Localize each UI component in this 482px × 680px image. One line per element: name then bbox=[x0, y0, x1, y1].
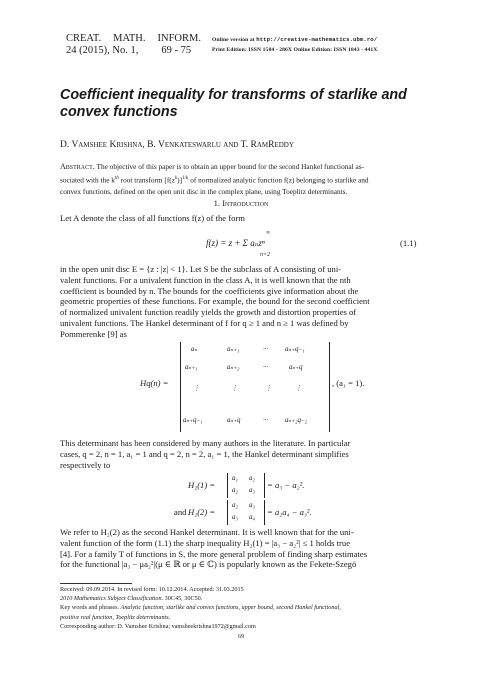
received-dates: Received: 09.09.2014. In revised form: 10.12.2014. Accepted: 31.03.2015 bbox=[60, 586, 244, 593]
footnotes bbox=[60, 585, 422, 631]
h22-matrix bbox=[227, 500, 265, 525]
hq-lhs: Hq(n) = bbox=[140, 378, 169, 388]
journal-abbrev-3: INFORM. bbox=[157, 33, 201, 44]
paper-title: Coefficient inequality for transforms of starlike and convex functions bbox=[60, 87, 407, 120]
page-number: 69 bbox=[238, 634, 244, 640]
body-paragraph-2 bbox=[60, 264, 422, 340]
h22-rhs: = a₂a₄ − a₃². bbox=[267, 507, 312, 517]
hq-cell: aₙ₊q₋₁ bbox=[183, 416, 203, 424]
keywords-line-2: positive real function, Toeplitz determinants. bbox=[60, 613, 171, 621]
h21-cell: a₂ bbox=[232, 486, 238, 494]
abstract-line-3: convex functions, defined on the open unit disc in the complex plane, using Toeplitz determinants. bbox=[60, 187, 348, 197]
h2-2-determinant bbox=[0, 500, 482, 526]
hq-cell: ··· bbox=[263, 416, 269, 424]
abstract-label: Abstract. bbox=[60, 162, 95, 171]
sum-lower-limit: n=2 bbox=[260, 252, 271, 258]
hq-cell: aₙ₊₂ bbox=[227, 363, 240, 371]
hq-cell: ··· bbox=[263, 363, 269, 371]
h21-rhs: = a₃ − a₂². bbox=[267, 480, 305, 490]
journal-volume-row bbox=[66, 45, 201, 57]
equation-number: (1.1) bbox=[400, 238, 417, 248]
journal-header bbox=[66, 33, 201, 57]
body-paragraph-1: Let A denote the class of all functions f(z) of the form bbox=[60, 213, 245, 223]
h21-cell: a₁ bbox=[232, 474, 238, 482]
h22-cell: a₂ bbox=[232, 501, 238, 509]
journal-abbrev-2: MATH. bbox=[113, 33, 146, 44]
abstract-sup-th: th bbox=[114, 176, 119, 181]
hq-matrix bbox=[180, 342, 330, 432]
p2-line-7: Pommerenke [9] as bbox=[60, 328, 127, 339]
hq-cell: aₙ₊₁ bbox=[227, 345, 240, 353]
hq-cell: aₙ₊q₋₁ bbox=[285, 345, 305, 353]
h22-and: and bbox=[174, 507, 187, 517]
hq-cell: aₙ₊₁ bbox=[185, 363, 198, 371]
h22-cell: a₃ bbox=[232, 513, 238, 521]
p3-line-2: cases, q = 2, n = 1, a₁ = 1 and q = 2, n = 2, a₁ = 1, the Hankel determinant simplifies bbox=[60, 448, 349, 459]
p3-line-3: respectively to bbox=[60, 459, 111, 470]
online-version bbox=[212, 35, 377, 45]
abstract-line-2 bbox=[60, 173, 422, 186]
equation-1-1 bbox=[0, 230, 482, 262]
p2-line-6: univalent functions. The Hankel determinant of f for q ≥ 1 and n ≥ 1 was defined by bbox=[60, 317, 349, 328]
hq-cell: ⋮ bbox=[295, 384, 302, 392]
journal-abbrev-1: CREAT. bbox=[66, 33, 102, 44]
h22-cell: a₄ bbox=[249, 513, 255, 521]
h2-1-determinant bbox=[0, 473, 482, 499]
abstract-text-2e: )] bbox=[177, 175, 183, 185]
equation-body: f(z) = z + Σ aₙzⁿ bbox=[206, 238, 265, 248]
hq-cell: aₙ₊q bbox=[227, 416, 241, 424]
hq-cell: ⋮ bbox=[193, 384, 200, 392]
sum-upper-limit: ∞ bbox=[266, 230, 271, 236]
footnote-rule bbox=[60, 583, 132, 584]
journal-edition-info bbox=[212, 35, 377, 55]
body-paragraph-3 bbox=[60, 438, 422, 470]
h21-cell: a₂ bbox=[249, 474, 255, 482]
hq-cell: aₙ₊q bbox=[289, 363, 303, 371]
journal-name-row bbox=[66, 33, 201, 45]
abstract-text-1: The objective of this paper is to obtain an upper bound for the second Hankel functional as- bbox=[96, 162, 364, 171]
p2-line-5: of normalized univalent function readily yields the growth and distortion properties of bbox=[60, 307, 357, 318]
msc-label: 2010 Mathematics Subject Classification. bbox=[60, 595, 164, 603]
hq-rhs: , (a₁ = 1). bbox=[332, 378, 365, 388]
h22-lhs: H₂(2) = bbox=[188, 507, 216, 517]
abstract bbox=[60, 161, 422, 198]
online-prefix: Online version at bbox=[212, 37, 257, 43]
p4-line-1: We refer to H₂(2) as the second Hankel determinant. It is well known that for the uni- bbox=[60, 527, 354, 537]
abstract-line-1 bbox=[60, 161, 422, 173]
p3-line-1: This determinant has been considered by many authors in the literature. In particular bbox=[60, 438, 351, 448]
h21-lhs: H₂(1) = bbox=[188, 480, 216, 490]
msc-classification bbox=[60, 594, 422, 603]
online-url[interactable]: http://creative-mathematics.ubm.ro/ bbox=[256, 36, 378, 43]
p2-line-2: valent functions. For a univalent function in the class A, it is well known that the nth bbox=[60, 274, 351, 285]
abstract-sup-k: k bbox=[174, 176, 178, 181]
journal-volume: 24 (2015), No. 1, bbox=[66, 45, 139, 56]
abstract-text-2c: root transform [f(z bbox=[118, 175, 175, 185]
paper-authors: D. Vamshee Krishna, B. Venkateswarlu and T. RamReddy bbox=[60, 140, 294, 150]
h22-cell: a₃ bbox=[249, 501, 255, 509]
journal-pages: 69 - 75 bbox=[161, 45, 192, 56]
msc-codes: 30C45, 30C50. bbox=[163, 595, 203, 603]
keywords bbox=[60, 603, 422, 612]
abstract-text-2f: of normalized analytic function f(z) belonging to starlike and bbox=[188, 175, 369, 185]
abstract-frac: 1/k bbox=[182, 176, 189, 181]
section-heading: 1. Introduction bbox=[213, 198, 269, 208]
h21-matrix bbox=[227, 473, 265, 498]
hq-cell: ⋮ bbox=[231, 384, 238, 392]
p4-line-3: [4]. For a family T of functions in S, the more general problem of finding sharp estimates bbox=[60, 548, 368, 559]
body-paragraph-4 bbox=[60, 527, 422, 570]
hq-cell: aₙ bbox=[191, 345, 198, 353]
p2-line-3: coefficient is bounded by n. The bounds for the coefficients give information about the bbox=[60, 285, 359, 296]
hq-cell: ⋮ bbox=[265, 384, 272, 392]
p2-line-4: geometric properties of these functions. For example, the bound for the second coefficient bbox=[60, 296, 370, 307]
keywords-label: Key words and phrases. bbox=[60, 604, 120, 612]
p4-line-2: valent function of the form (1.1) the sharp inequality H₂(1) = |a₃ − a₂²| ≤ 1 holds true bbox=[60, 537, 351, 548]
hankel-determinant bbox=[0, 342, 482, 434]
p4-line-4: for the functional |a₃ − μa₂²|(μ ∈ ℝ or μ ∈ ℂ) is popularly known as the Fekete-Szegö bbox=[60, 559, 357, 570]
hq-cell: aₙ₊₂q₋₂ bbox=[285, 416, 308, 424]
p2-line-1: in the open unit disc E = {z : |z| < 1}. Let S be the subclass of A consisting of uni- bbox=[60, 264, 342, 274]
keywords-line-1: Analytic function, starlike and convex functions, upper bound, second Hankel functional, bbox=[119, 604, 341, 612]
h21-cell: a₃ bbox=[249, 486, 255, 494]
corresponding-author: Corresponding author: D. Vamshee Krishna; vamsheekrishna1972@gmail.com bbox=[60, 622, 256, 630]
hq-cell: ··· bbox=[263, 345, 269, 353]
abstract-text-2a: sociated with the k bbox=[60, 175, 115, 185]
print-edition: Print Edition: ISSN 1584 - 286X Online Edition: ISSN 1843 - 441X bbox=[212, 47, 378, 53]
